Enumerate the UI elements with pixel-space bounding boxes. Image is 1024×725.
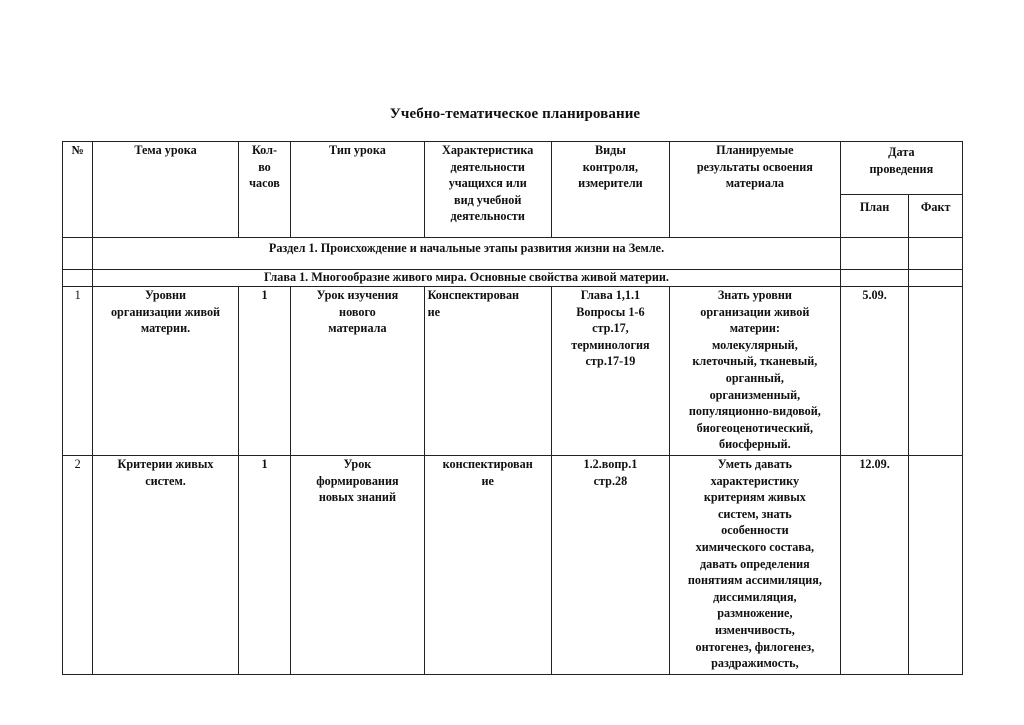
header-results [670,142,841,238]
cell-line: формирования [316,473,399,488]
row-num: 2 [63,456,93,675]
cell-line: контроля, [582,159,639,174]
header-topic: Тема урока [93,142,238,238]
row-activity [424,456,551,675]
header-lesson-type: Тип урока [291,142,424,238]
cell-line: Виды [595,143,626,157]
header-hours [238,142,291,238]
row-lesson-type [291,456,424,675]
cell-line: измерители [578,176,643,191]
row-topic [93,456,238,675]
section-title: Раздел 1. Происхождение и начальные этапы развития жизни на Земле. [93,238,840,270]
document-title: Учебно-тематическое планирование [389,106,641,122]
cell-line: диссимиляция, [713,589,797,604]
cell-line: материи. [140,321,191,336]
section-num-cell [63,238,93,270]
cell-line: во [258,159,271,174]
cell-line: Глава 1,1.1 [580,288,641,302]
row-lesson-type [291,287,424,456]
cell-line: новых знаний [318,490,396,505]
chapter-title: Глава 1. Многообразие живого мира. Основные свойства живой материи. [93,270,840,287]
row-fact-date [909,456,963,675]
cell-line: организменный, [709,387,801,402]
cell-line: организации живой [700,304,810,319]
cell-line: вид учебной [453,192,522,207]
table-row [63,287,963,456]
cell-line: Характеристика [442,143,534,157]
row-topic [93,287,238,456]
header-plan: План [840,195,909,238]
cell-line: органный, [725,370,784,385]
chapter-row [63,270,963,287]
section-plan-cell [840,238,909,270]
table-row [63,456,963,675]
header-row [63,142,963,195]
row-results [670,456,841,675]
cell-line: характеристику [710,473,800,488]
cell-line: молекулярный, [711,337,798,352]
header-fact: Факт [909,195,963,238]
cell-line: клеточный, тканевый, [692,354,818,369]
cell-line: деятельности [450,159,525,174]
cell-line: понятиям ассимиляция, [687,573,822,588]
cell-line: популяционно-видовой, [688,404,821,419]
cell-line: систем. [145,473,186,488]
cell-line: Кол- [251,143,278,157]
row-control [551,287,669,456]
cell-line: раздражимость, [711,656,799,671]
cell-line: Критерии живых [117,457,214,471]
cell-line: нового [339,304,376,319]
header-num: № [63,142,93,238]
cell-line: Уметь давать [717,457,792,471]
chapter-plan-cell [840,270,909,287]
section-fact-cell [909,238,963,270]
cell-line: биогеоценотический, [696,420,814,435]
cell-line: критериям живых [703,490,806,505]
cell-line: 1.2.вопр.1 [583,457,638,471]
cell-line: стр.17, [592,321,629,336]
row-plan-date: 12.09. [840,456,909,675]
cell-line: результаты освоения [696,159,813,174]
cell-line: материала [725,176,785,191]
cell-line: особенности [721,523,789,538]
row-num: 1 [63,287,93,456]
cell-line: часов [249,176,280,191]
planning-table [62,141,963,675]
cell-line: онтогенез, филогенез, [695,639,815,654]
chapter-num-cell [63,270,93,287]
cell-line: давать определения [700,556,810,571]
cell-line: материи: [729,321,780,336]
cell-line: ие [427,304,441,319]
cell-line: размножение, [717,606,793,621]
cell-line: стр.28 [593,473,628,488]
cell-line: Конспектирован [427,288,520,302]
header-activity [424,142,551,238]
chapter-fact-cell [909,270,963,287]
cell-line: деятельности [450,209,525,224]
row-activity [424,287,551,456]
cell-line: материала [328,321,387,336]
header-control [551,142,669,238]
row-results [670,287,841,456]
cell-line: Планируемые [716,143,794,157]
cell-line: систем, знать [717,506,792,521]
cell-line: проведения [869,161,934,176]
cell-line: учащихся или [448,176,527,191]
cell-line: конспектирован [442,457,533,471]
cell-line: Урок изучения [316,288,399,302]
cell-line: терминология [571,337,650,352]
cell-line: Урок [343,457,372,471]
row-control [551,456,669,675]
cell-line: ие [481,473,494,488]
row-fact-date [909,287,963,456]
cell-line: Дата [888,145,915,159]
header-date [840,142,962,195]
cell-line: Вопросы 1-6 [576,304,645,319]
row-plan-date: 5.09. [840,287,909,456]
section-row [63,238,963,270]
cell-line: Знать уровни [717,288,792,302]
cell-line: Уровни [144,288,187,302]
row-hours: 1 [238,456,291,675]
cell-line: стр.17-19 [585,354,636,369]
cell-line: организации живой [110,304,221,319]
cell-line: биосферный. [719,437,791,452]
row-hours: 1 [238,287,291,456]
cell-line: изменчивость, [714,622,795,637]
cell-line: химического состава, [695,539,815,554]
